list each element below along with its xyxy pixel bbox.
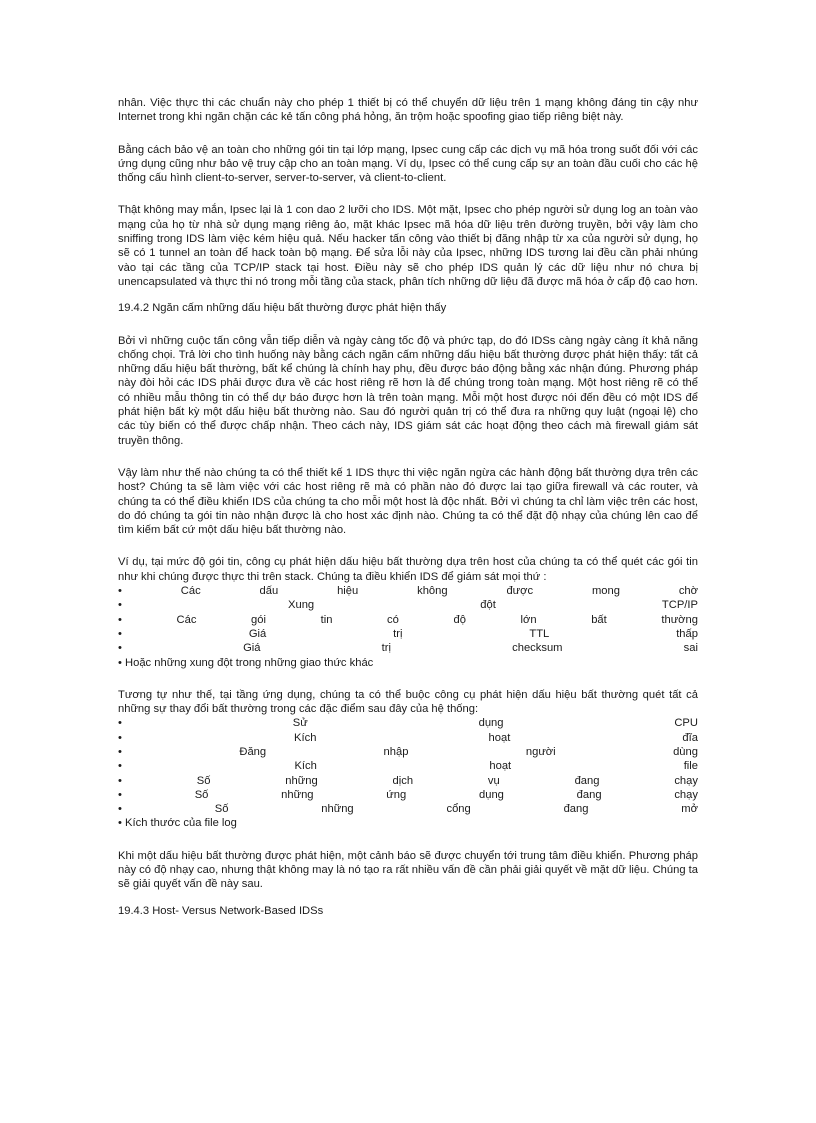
paragraph-alert-handling: Khi một dấu hiệu bất thường được phát hiện, một cảnh báo sẽ được chuyển tới trung tâm điều khiển. Phương pháp này có độ nhạy cao, nhưng thật không may là nó tạo ra rất nhiều vấn đề cần phải giải quyết về mặt dữ liệu. Chúng ta sẽ giải quyết vấn đề này sau. [118, 849, 698, 891]
list-item [118, 731, 698, 745]
list-word: vụ [487, 774, 500, 787]
list-word: hiệu [337, 585, 359, 598]
list-word: cổng [446, 803, 471, 816]
list-word: Kích [294, 760, 317, 773]
bullet: • [118, 788, 122, 801]
system-anomaly-list [118, 716, 698, 816]
list-word: độ [453, 613, 466, 626]
bullet: • [118, 774, 122, 787]
list-word: thường [661, 613, 698, 626]
document-page [118, 96, 698, 918]
list-item [118, 788, 698, 802]
list-word: người [525, 745, 556, 758]
list-item [118, 641, 698, 655]
bullet: • [118, 585, 122, 598]
list-item [118, 802, 698, 816]
bullet: • [118, 613, 122, 626]
list-word: được [506, 585, 534, 598]
list-word: Các [180, 585, 201, 598]
list-word: gói [251, 613, 266, 626]
list-word: nhập [383, 745, 409, 758]
list-word: thấp [676, 627, 698, 640]
list-word: đột [480, 599, 496, 612]
list-word: Số [214, 803, 229, 816]
list-word: lớn [520, 613, 537, 626]
list-word: hoạt [488, 731, 511, 744]
paragraph-ipsec-protection: Bằng cách bảo vệ an toàn cho những gói tin tại lớp mạng, Ipsec cung cấp các dịch vụ mã hóa trong suốt đối với các ứng dụng cũng như bảo vệ truy cập cho an toàn mạng. Ví dụ, Ipsec có thể cung cấp sự an toàn đầu cuối cho các hệ thống cấu hình client-to-server, server-to-server, và client-to-client. [118, 143, 698, 185]
list-word: file [683, 760, 698, 773]
section-heading-19-4-2: 19.4.2 Ngăn cấm những dấu hiệu bất thường được phát hiện thấy [118, 302, 447, 315]
list-word: TCP/IP [661, 599, 698, 612]
list-item [118, 613, 698, 627]
list-word: những [281, 788, 314, 801]
bullet: • [118, 731, 122, 744]
section-heading-19-4-3: 19.4.3 Host- Versus Network-Based IDSs [118, 904, 324, 917]
list-word: mong [591, 585, 620, 598]
list-word: TTL [529, 627, 550, 640]
list-word: đang [574, 774, 600, 787]
bullet: • [118, 803, 122, 816]
list-word: Đăng [239, 745, 267, 758]
paragraph-anomaly-prohibition: Bởi vì những cuộc tấn công vẫn tiếp diễn và ngày càng tốc độ và phức tạp, do đó IDSs càng ngày càng ít khả năng chống chọi. Trả lời cho tình huống này bằng cách ngăn cấm những dấu hiệu bất thường được phát hiện thấy: tất cả những dấu hiệu bất thường, bất kể chúng là chính hay phụ, đều được báo động bằng xác nhận đúng. Phương pháp này đòi hỏi các IDS phải được đưa về các host riêng rẽ hơn là để chúng trong toàn mạng. Một host riêng rẽ có thể có nhiều mẫu thông tin có thể dự báo được hơn là trên toàn mạng. Mỗi một host được nói đến đều có một IDS để phát hiện bất kỳ một dấu hiệu bất thường nào. Sau đó người quản trị có thể đưa ra những quy luật (ngoại lệ) cho các tùy biến có thể được chấp nhận. Theo cách này, IDS giám sát các hoạt động theo cách mà firewall giám sát truyền thông. [118, 334, 698, 447]
list-item [118, 716, 698, 730]
list-word: đang [563, 803, 589, 816]
list-word: những [285, 774, 318, 787]
list-word: CPU [674, 717, 698, 730]
paragraph-ipsec-double-edged: Thật không may mắn, Ipsec lại là 1 con dao 2 lưỡi cho IDS. Một mặt, Ipsec cho phép người sử dụng log an toàn vào mạng của họ từ nhà sử dụng mạng riêng ảo, mặt khác Ipsec mã hóa dữ liệu trên đường truyền, bởi vậy làm cho sniffing trong IDS làm việc kém hiệu quả. Nếu hacker tấn công vào thiết bị đăng nhập từ xa của người sử dụng, họ sẽ có 1 tunnel an toàn để hack toàn bộ mạng. Để sửa lỗi này của Ipsec, những IDS tương lai đều cần phải nhúng vào tại các tầng của TCP/IP stack tại host. Điều này sẽ cho phép IDS quản lý các dữ liệu như nó chưa bị unencapsulated và thực thi nó trong mỗi tầng của stack, phân tích những dữ liệu đã được mã hóa ở cấp độ cao hơn. [118, 204, 698, 288]
list-word: những [321, 803, 354, 816]
bullet: • [118, 760, 122, 773]
bullet: • [118, 642, 122, 655]
list-word: đang [576, 788, 602, 801]
bullet: • [118, 627, 122, 640]
list-item [118, 759, 698, 773]
list-word: Sử [292, 717, 308, 730]
list-word: Giá [243, 642, 261, 655]
list-word: có [387, 613, 399, 626]
list-word: Giá [248, 627, 267, 640]
list-item [118, 745, 698, 759]
list-word: sai [683, 642, 698, 655]
paragraph-ipsec-intro: nhân. Việc thực thi các chuẩn này cho phép 1 thiết bị có thể chuyển dữ liệu trên 1 mạng không đáng tin cậy như Internet trong khi ngăn chặn các kẻ tấn công phá hỏng, ăn trộm hoặc spoofing giao tiếp riêng biệt này. [118, 97, 698, 124]
list-item [118, 584, 698, 598]
paragraph-packet-level-intro: Ví dụ, tại mức độ gói tin, công cụ phát hiện dấu hiệu bất thường dựa trên host của chúng ta có thể quét các gói tin như khi chúng được thực thi trên stack. Chúng ta điều khiển IDS để giám sát mọi thứ : [118, 556, 698, 583]
list-word: dụng [478, 717, 504, 730]
list-word: mở [681, 803, 698, 816]
paragraph-host-based-design: Vậy làm như thế nào chúng ta có thể thiết kế 1 IDS thực thi việc ngăn ngừa các hành động bất thường dựa trên các host? Chúng ta sẽ làm việc với các host riêng rẽ mà có phần nào đó được lai tạo giữa firewall và các router, và chúng ta có thể điều khiển IDS của chúng ta cho mỗi một host là độc nhất. Bởi vì chúng ta chỉ làm việc trên các host, do đó chúng ta gói tin nào nhận được là cho host xác định nào. Chúng ta có thể đặt độ nhạy của chúng lên cao để tìm kiếm bất cứ một dấu hiệu bất thường nào. [118, 466, 698, 537]
list-word: ứng [386, 788, 407, 801]
list-word: Các [176, 613, 197, 626]
list-word: chạy [674, 774, 698, 787]
list-word: checksum [512, 642, 563, 655]
list-word: dùng [673, 745, 698, 758]
list-word: Kích [294, 731, 317, 744]
list-item-protocol-conflicts: • Hoặc những xung đột trong những giao thức khác [118, 656, 374, 669]
list-item [118, 774, 698, 788]
list-item [118, 627, 698, 641]
list-word: Số [194, 788, 209, 801]
list-word: dấu [259, 585, 279, 598]
list-word: bất [591, 613, 607, 626]
list-word: dịch [392, 774, 414, 787]
list-item [118, 598, 698, 612]
paragraph-application-level-intro: Tương tự như thế, tại tầng ứng dụng, chúng ta có thể buộc công cụ phát hiện dấu hiệu bất thường quét tất cả những sự thay đổi bất thường trong các đặc điểm sau đây của hệ thống: [118, 688, 698, 716]
list-word: trị [381, 642, 391, 655]
list-word: trị [393, 627, 403, 640]
list-word: Số [196, 774, 211, 787]
list-word: chờ [678, 585, 698, 598]
list-word: đĩa [682, 731, 698, 744]
list-word: tin [320, 613, 333, 626]
list-item-log-file-size: • Kích thước của file log [118, 817, 237, 830]
bullet: • [118, 745, 122, 758]
list-word: không [417, 585, 448, 598]
list-word: chạy [674, 788, 698, 801]
bullet: • [118, 599, 122, 612]
list-word: Xung [288, 599, 315, 612]
bullet: • [118, 717, 122, 730]
list-word: hoạt [489, 760, 512, 773]
list-word: dụng [479, 788, 504, 801]
packet-anomaly-list [118, 584, 698, 655]
